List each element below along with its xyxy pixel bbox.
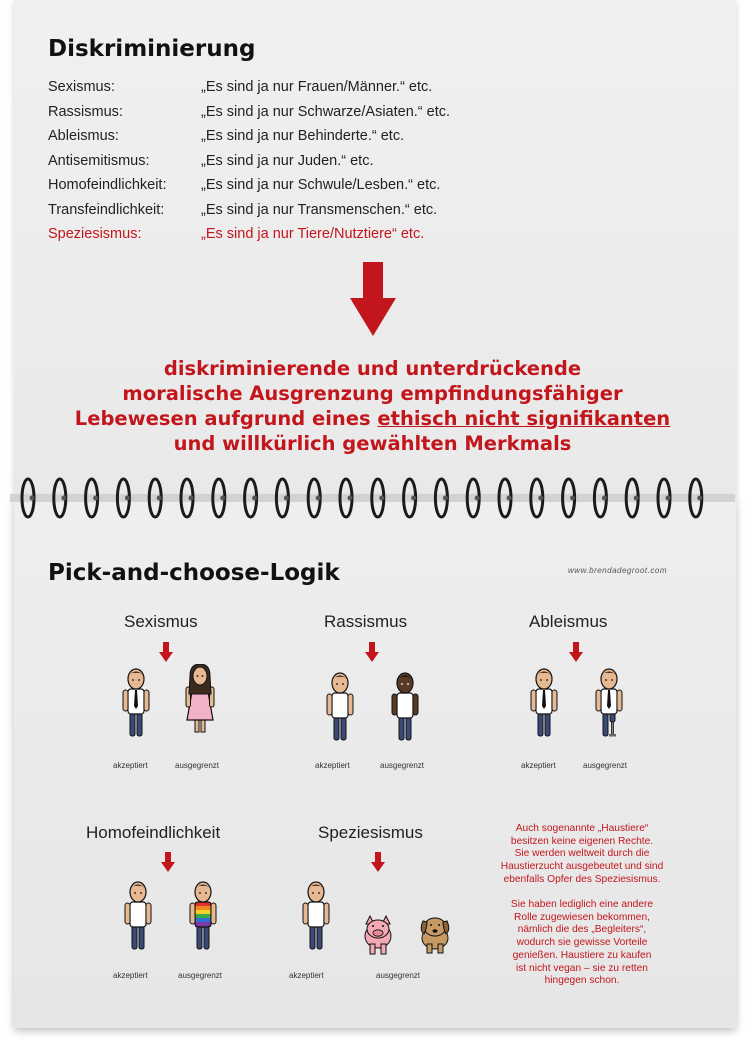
- row-term: Antisemitismus:: [48, 152, 150, 169]
- note-line: Auch sogenannte „Haustiere“: [515, 823, 649, 834]
- spiral-hole: [220, 496, 225, 501]
- label-sexismus: Sexismus: [124, 612, 198, 631]
- note-line: ebenfalls Opfer des Speziesismus.: [503, 873, 661, 885]
- row-quote: „Es sind ja nur Schwule/Lesben.“ etc.: [201, 177, 441, 193]
- pet-note-paragraph-1: [482, 823, 682, 887]
- rainbow-shirt-man-figure-icon: [183, 881, 223, 953]
- pet-note-paragraph-2: [482, 899, 682, 988]
- man-with-prosthetic-leg-icon: [589, 668, 629, 740]
- row-term: Ableismus:: [48, 128, 119, 144]
- row-quote: „Es sind ja nur Behinderte.“ etc.: [201, 128, 405, 144]
- spiral-hole: [602, 496, 607, 501]
- spiral-hole: [507, 496, 512, 501]
- statement-line: diskriminierende und unterdrückende: [163, 357, 582, 380]
- section-title-pick-and-choose: Pick-and-choose-Logik: [48, 560, 340, 586]
- spiral-hole: [634, 496, 639, 501]
- dark-skinned-man-figure-icon: [385, 672, 425, 744]
- definition-statement: [40, 356, 705, 456]
- spiral-hole: [697, 496, 702, 501]
- row-term: Speziesismus:: [48, 226, 142, 242]
- row-quote: „Es sind ja nur Schwarze/Asiaten.“ etc.: [201, 103, 451, 120]
- statement-line: moralische Ausgrenzung empfindungsfähiger: [122, 382, 623, 405]
- spiral-hole: [411, 496, 416, 501]
- down-arrow-icon: [350, 262, 396, 336]
- caption-accepted: akzeptiert: [289, 971, 324, 980]
- spiral-hole: [538, 496, 543, 501]
- spiral-hole: [252, 496, 257, 501]
- row-term: Sexismus:: [48, 79, 115, 95]
- man-figure-icon: [296, 881, 336, 953]
- spiral-hole: [189, 496, 194, 501]
- statement-line: [40, 406, 705, 431]
- label-ableismus: Ableismus: [529, 612, 608, 631]
- caption-excluded: ausgegrenzt: [178, 971, 223, 980]
- spiral-hole: [125, 496, 130, 501]
- caption-accepted: akzeptiert: [521, 761, 556, 770]
- spiral-hole: [570, 496, 575, 501]
- red-arrow-icon: [365, 642, 379, 662]
- spiral-binding: [10, 470, 735, 530]
- row-term: Rassismus:: [48, 103, 123, 120]
- spiral-hole: [61, 496, 66, 501]
- note-line: Haustierzucht ausgebeutet und sind: [500, 861, 664, 873]
- spiral-hole: [30, 496, 35, 501]
- red-arrow-icon: [159, 642, 173, 662]
- note-line: genießen. Haustiere zu kaufen: [512, 949, 652, 961]
- spiral-hole: [379, 496, 384, 501]
- note-line: wodurch sie gewisse Vorteile: [516, 937, 648, 949]
- caption-accepted: akzeptiert: [113, 761, 148, 770]
- dog-icon: [415, 912, 455, 956]
- spiral-hole: [93, 496, 98, 501]
- red-arrow-icon: [569, 642, 583, 662]
- note-line: Sie werden weltweit durch die: [514, 848, 650, 860]
- man-figure-icon: [524, 668, 564, 740]
- note-line: nämlich die des „Begleiters“,: [517, 924, 647, 936]
- caption-accepted: akzeptiert: [113, 971, 148, 980]
- pig-icon: [358, 912, 398, 956]
- statement-text: Lebewesen aufgrund eines: [74, 407, 378, 430]
- statement-underlined-text: ethisch nicht signifikanten: [377, 407, 671, 430]
- red-arrow-icon: [161, 852, 175, 872]
- caption-accepted: akzeptiert: [315, 761, 350, 770]
- spiral-hole: [157, 496, 162, 501]
- statement-line: und willkürlich gewählten Merkmals: [173, 432, 572, 455]
- note-line: ist nicht vegan – sie zu retten: [516, 962, 648, 974]
- section-title-diskriminierung: Diskriminierung: [48, 36, 256, 62]
- spiral-hole: [666, 496, 671, 501]
- row-term: Transfeindlichkeit:: [48, 201, 165, 218]
- man-figure-icon: [116, 668, 156, 740]
- row-quote: „Es sind ja nur Frauen/Männer.“ etc.: [201, 79, 433, 95]
- website-watermark: www.brendadegroot.com: [568, 566, 667, 575]
- note-line: Rolle zugewiesen bekommen,: [514, 911, 650, 923]
- caption-excluded: ausgegrenzt: [376, 971, 421, 980]
- note-line: besitzen keine eigenen Rechte.: [510, 835, 654, 847]
- man-figure-icon: [320, 672, 360, 744]
- woman-figure-icon: [180, 664, 220, 740]
- spiral-hole: [316, 496, 321, 501]
- caption-excluded: ausgegrenzt: [175, 761, 220, 770]
- label-homofeindlichkeit: Homofeindlichkeit: [86, 823, 221, 842]
- row-quote: „Es sind ja nur Transmenschen.“ etc.: [201, 201, 438, 218]
- label-speziesismus: Speziesismus: [318, 823, 423, 842]
- row-quote: „Es sind ja nur Tiere/Nutztiere“ etc.: [201, 226, 425, 242]
- caption-excluded: ausgegrenzt: [380, 761, 425, 770]
- man-figure-icon: [118, 881, 158, 953]
- spiral-hole: [348, 496, 353, 501]
- spiral-hole: [443, 496, 448, 501]
- row-quote: „Es sind ja nur Juden.“ etc.: [201, 152, 374, 169]
- caption-excluded: ausgegrenzt: [583, 761, 628, 770]
- row-term: Homofeindlichkeit:: [48, 177, 167, 193]
- spiral-hole: [284, 496, 289, 501]
- spiral-hole: [475, 496, 480, 501]
- note-line: Sie haben lediglich eine andere: [510, 899, 654, 910]
- label-rassismus: Rassismus: [324, 612, 408, 631]
- red-arrow-icon: [371, 852, 385, 872]
- note-line: hingegen schon.: [544, 975, 620, 987]
